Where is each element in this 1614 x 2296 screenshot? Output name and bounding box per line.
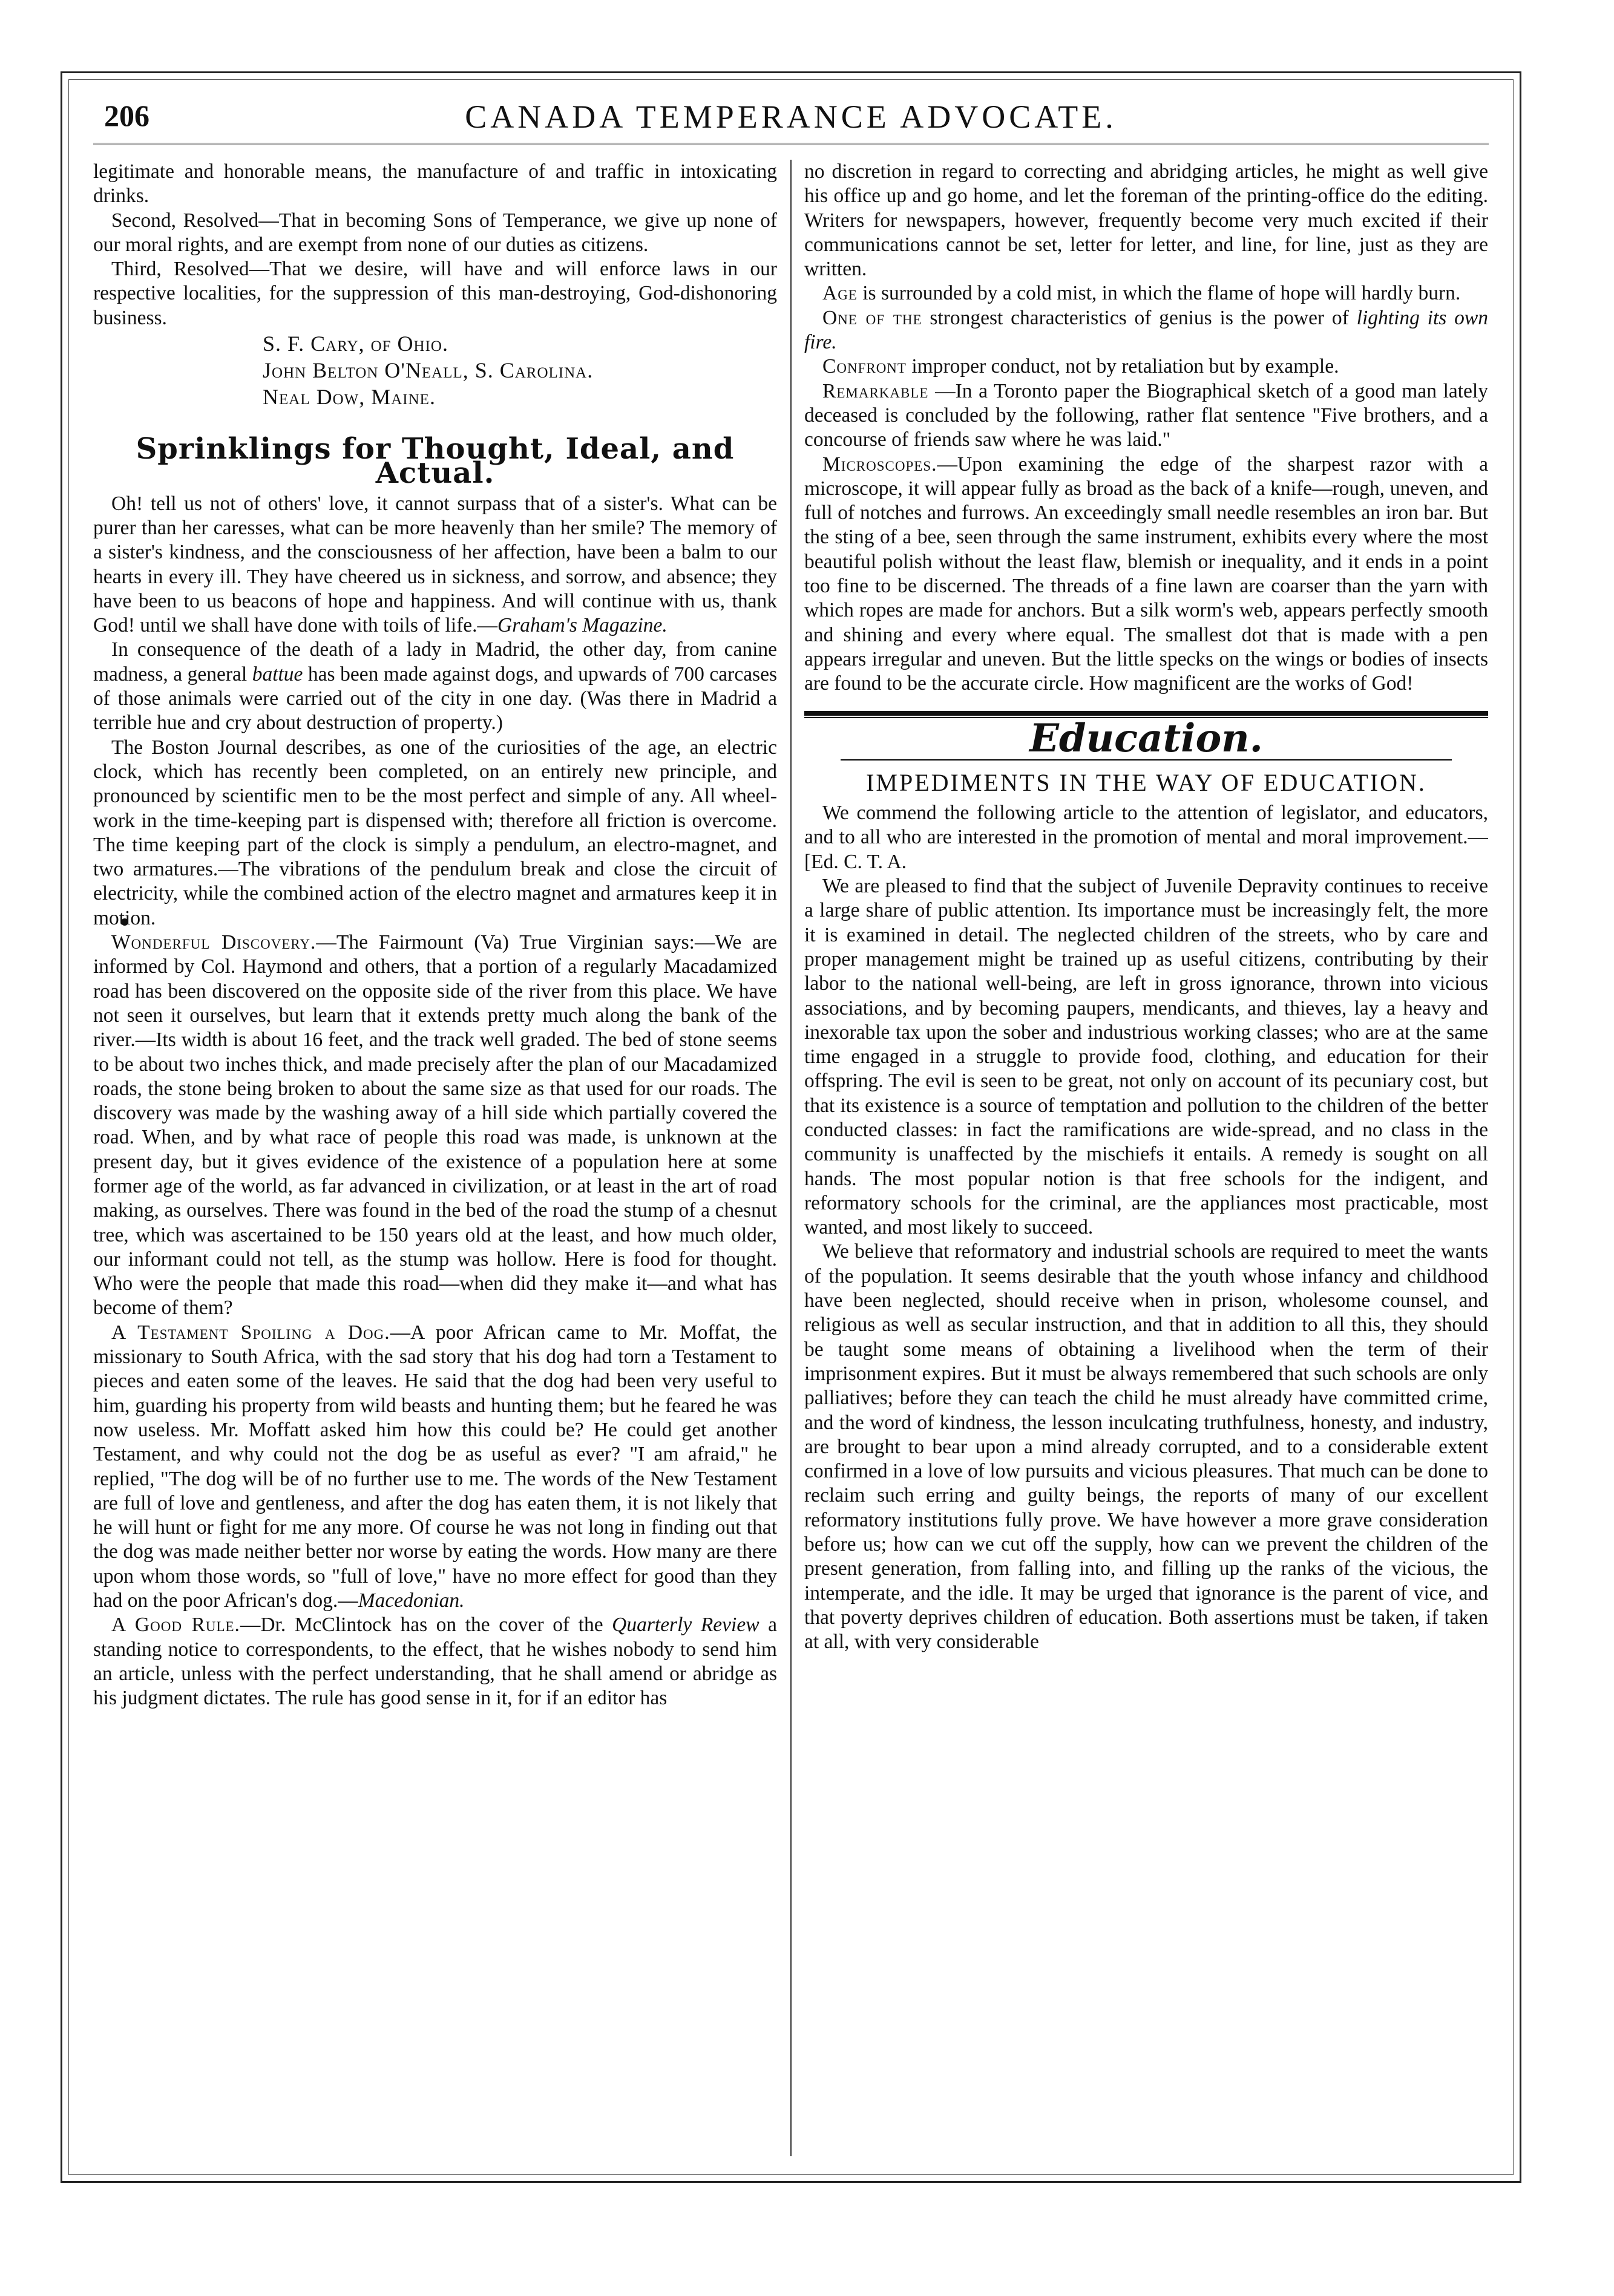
paragraph: We are pleased to find that the subject of Juvenile Depravity continues to receive a large share of public attention. Its importance must be increasingly felt, the more it is examined in detail. The neglected children of the streets, who by care and proper management might be trained up as useful citizens, contributing by their labor to the national well-being, are left in gross ignorance, thrown into vicious associations, and by becoming paupers, mendicants, and thieves, lay a heavy and inexorable tax upon the sober and industrious working classes; who are at the same time engaged in a struggle to provide food, clothing, and education for their offspring. The evil is seen to be great, not only on account of its pecuniary cost, but that its existence is a source of temptation and pollution to the children of the better conducted classes: in fact the ramifications are wide-spread, and no class in the community is unaffected by the mischiefs it entails. A remedy is sought on all hands. The most popular notion is that free schools for the indigent, and reformatory schools for the criminal, are the appliances most practicable, most wanted, and most likely to succeed. bbox=[804, 875, 1488, 1239]
paragraph-text: —Dr. McClintock has on the cover of the bbox=[240, 1614, 612, 1637]
paragraph-text: Oh! tell us not of others' love, it cannot surpass that of a sister's. What can be purer than her caresses, what can be more heavenly than her smile? The memory of a sister's kindness, and the consciousness of her affection, have been a balm to our hearts in every ill. They have cheered us in sickness, and sorrow, and absence; they have been to us beacons of hope and happiness. And will continue with us, thank God! until we shall have done with toils of life.— bbox=[93, 492, 777, 637]
signatory: John Belton O'Neall, S. Carolina. bbox=[263, 358, 594, 383]
paragraph bbox=[804, 453, 1488, 696]
paragraph-text: strongest characteristics of genius is the power of bbox=[922, 306, 1357, 329]
signatory: S. F. Cary, of Ohio. bbox=[263, 332, 448, 356]
journal-title: CANADA TEMPERANCE ADVOCATE. bbox=[465, 99, 1117, 135]
paragraph-text: —In a Toronto paper the Biographical sketch of a good man lately deceased is concluded by the following, rather flat sentence "Five brothers, and a concourse of friends saw where he was laid." bbox=[804, 379, 1488, 451]
section-heading: Sprinklings for Thought, Ideal, and Actual. bbox=[136, 432, 735, 491]
item-lead: Remarkable bbox=[822, 379, 929, 402]
item-lead: Confront bbox=[822, 355, 907, 378]
paragraph-text: improper conduct, not by retaliation but by example. bbox=[906, 355, 1339, 378]
paragraph-text: In consequence of the death of a lady in Madrid, the other day, from canine madness, a general bbox=[93, 638, 777, 685]
article-title: IMPEDIMENTS IN THE WAY OF EDUCATION. bbox=[866, 768, 1426, 796]
signatories bbox=[93, 330, 777, 410]
item-lead: Age bbox=[822, 282, 858, 305]
item-lead: A Good Rule. bbox=[111, 1614, 240, 1637]
publication-title: Quarterly Review bbox=[612, 1614, 759, 1637]
paragraph: Third, Resolved—That we desire, will have and will enforce laws in our respective localities, for the suppression of this man-destroying, God-dishonoring business. bbox=[93, 258, 777, 329]
column-rule bbox=[790, 160, 792, 2156]
paragraph: We commend the following article to the attention of legislator, and educators, and to all who are interested in the promotion of mental and moral improvement.—[Ed. C. T. A. bbox=[804, 802, 1488, 873]
paragraph bbox=[804, 355, 1488, 379]
paragraph-text: —The Fairmount (Va) True Virginian says:—We are informed by Col. Haymond and others, that a portion of a regularly Macadamized road has been discovered on the opposite side of the river from this place. We have not seen it ourselves, but learn that it extends pretty much along the bank of the river.—Its width is about 16 feet, and the track well graded. The bed of stone seems to be about two inches thick, and made precisely after the plan of our Macadamized roads, the stone being broken to about the same size as that used for our roads. The discovery was made by the washing away of a hill side which partially covered the road. When, and by what race of people this road was made, is unknown at the present day, but it gives evidence of the existence of a population here at some former age of the world, as far advanced in civilization, or at least in the art of road making, as ourselves. There was found in the bed of the road the stump of a chesnut tree, which was ascertained to be 150 years old at the least, and how much older, our informant could not tell, as the stump was hollow. Here is food for thought. Who were the people that made this road—when did they make it—and what has become of them? bbox=[93, 931, 777, 1320]
paragraph: The Boston Journal describes, as one of the curiosities of the age, an electric clock, which has recently been completed, on an entirely new principle, and pronounced by scientific men to be the most perfect and simple of any. All wheel-work in the time-keeping part is dispensed with; therefore all friction is overcome. The time keeping part of the clock is simply a pendulum, an electro-magnet, and two armatures.—The vibrations of the pendulum break and close the circuit of electricity, while the combined action of the electro magnet and armatures keep it in motion. bbox=[93, 736, 777, 929]
source-citation: Macedonian. bbox=[358, 1589, 465, 1612]
paragraph bbox=[93, 1613, 777, 1710]
newspaper-page bbox=[61, 71, 1521, 2183]
paragraph bbox=[93, 1321, 777, 1614]
page-number: 206 bbox=[104, 99, 149, 132]
paragraph-text: —Upon examining the edge of the sharpest razor with a microscope, it will appear fully as broad as the back of a knife—rough, uneven, and full of notches and furrows. An exceedingly small needle resembles an iron bar. But the sting of a bee, seen through the same instrument, exhibits every where the most beautiful polish without the least flaw, blemish or inequality, and it ends in a point too fine to be discerned. The threads of a fine lawn are coarser than the yarn with which ropes are made for anchors. But a silk worm's web, appears perfectly smooth and shining and every where equal. The smallest dot that is made with a pen appears irregular and uneven. But the little specks on the wings or bodies of insects are found to be the accurate circle. How magnificent are the works of God! bbox=[804, 453, 1488, 695]
paragraph-text: —A poor African came to Mr. Moffat, the missionary to South Africa, with the sad story that his dog had torn a Testament to pieces and eaten some of the leaves. He said that the dog had been very useful to him, guarding his property from wild beasts and hunting them; but he feared he was now useless. Mr. Moffatt asked him how this could be? He could get another Testament, and why could not the dog be as useful as ever? "I am afraid," he replied, "The dog will be of no further use to me. The words of the New Testament are full of love and gentleness, and after the dog has eaten them, it is not likely that he will hunt or fight for me any more. Of course he was not long in finding out that the dog was made neither better nor worse by eating the words. How many are there upon whom those words, so "full of love," have no more effect for good than they had on the poor African's dog.— bbox=[93, 1321, 777, 1612]
paragraph bbox=[804, 379, 1488, 453]
department-heading: Education. bbox=[1029, 715, 1263, 761]
paragraph bbox=[93, 638, 777, 735]
item-lead: Microscopes. bbox=[822, 453, 937, 476]
paragraph: Second, Resolved—That in becoming Sons of Temperance, we give up none of our moral rights, and are exempt from none of our duties as citizens. bbox=[93, 209, 777, 256]
paragraph bbox=[93, 931, 777, 1321]
item-lead: One of the bbox=[822, 306, 922, 329]
item-lead: A Testament Spoiling a Dog. bbox=[111, 1321, 390, 1344]
left-column bbox=[93, 160, 777, 2156]
signatory: Neal Dow, Maine. bbox=[263, 385, 436, 410]
paragraph: legitimate and honorable means, the manufacture of and traffic in intoxicating drinks. bbox=[93, 160, 777, 208]
paragraph: no discretion in regard to correcting and abridging articles, he might as well give his office up and go home, and let the foreman of the printing-office do the editing. Writers for newspapers, however, frequently become very much excited if their communications cannot be set, letter for letter, and line, for line, just as they are written. bbox=[804, 160, 1488, 281]
italic-word: battue bbox=[252, 662, 303, 685]
paragraph bbox=[804, 306, 1488, 355]
paragraph bbox=[804, 281, 1488, 306]
paragraph-text: a standing notice to correspondents, to the effect, that he wishes nobody to send him an article, unless with the perfect understanding, that he shall amend or abridge as his judgment dictates. The rule has good sense in it, for if an editor has bbox=[93, 1614, 777, 1710]
heavy-rule bbox=[804, 711, 1488, 716]
paragraph: We believe that reformatory and industrial schools are required to meet the wants of the population. It seems desirable that the youth whose infancy and childhood have been neglected, should receive when in prison, wholesome counsel, and religious as well as secular instruction, and that in addition to all this, they should be taught some means of obtaining a livelihood when the term of their imprisonment expires. But it must be always remembered that such schools are only palliatives; before they can teach the child he must already have committed crime, and the word of kindness, the lesson inculcating truthfulness, honesty, and industry, are brought to bear upon a mind already corrupted, and to a considerable extent confirmed in a love of low pursuits and vicious pleasures. That much can be done to reclaim such erring and guilty beings, the reports of many of our excellent reformatory institutions fully prove. We have however a more grave consideration before us; how can we cut off the supply, how can we prevent the children of the present generation, from falling into, and filling up the ranks of the vicious, the intemperate, and the idle. It may be urged that ignorance is the parent of vice, and that poverty deprives children of education. Both assertions must be taken, if taken at all, with very considerable bbox=[804, 1240, 1488, 1653]
page-header bbox=[93, 91, 1489, 145]
paragraph bbox=[93, 492, 777, 638]
paragraph-text: has been made against dogs, and upwards of 700 carcases of those animals were carried out of the city in one day. (Was there in Madrid a terrible hue and cry about destruction of property.) bbox=[93, 662, 777, 734]
right-column bbox=[804, 160, 1488, 2156]
page-frame bbox=[68, 79, 1514, 2175]
source-citation: Graham's Magazine. bbox=[497, 614, 668, 637]
item-lead: Wonderful Discovery. bbox=[111, 931, 317, 954]
italic-phrase: lighting its own fire. bbox=[804, 306, 1488, 354]
paragraph-text: is surrounded by a cold mist, in which the flame of hope will hardly burn. bbox=[857, 282, 1461, 305]
